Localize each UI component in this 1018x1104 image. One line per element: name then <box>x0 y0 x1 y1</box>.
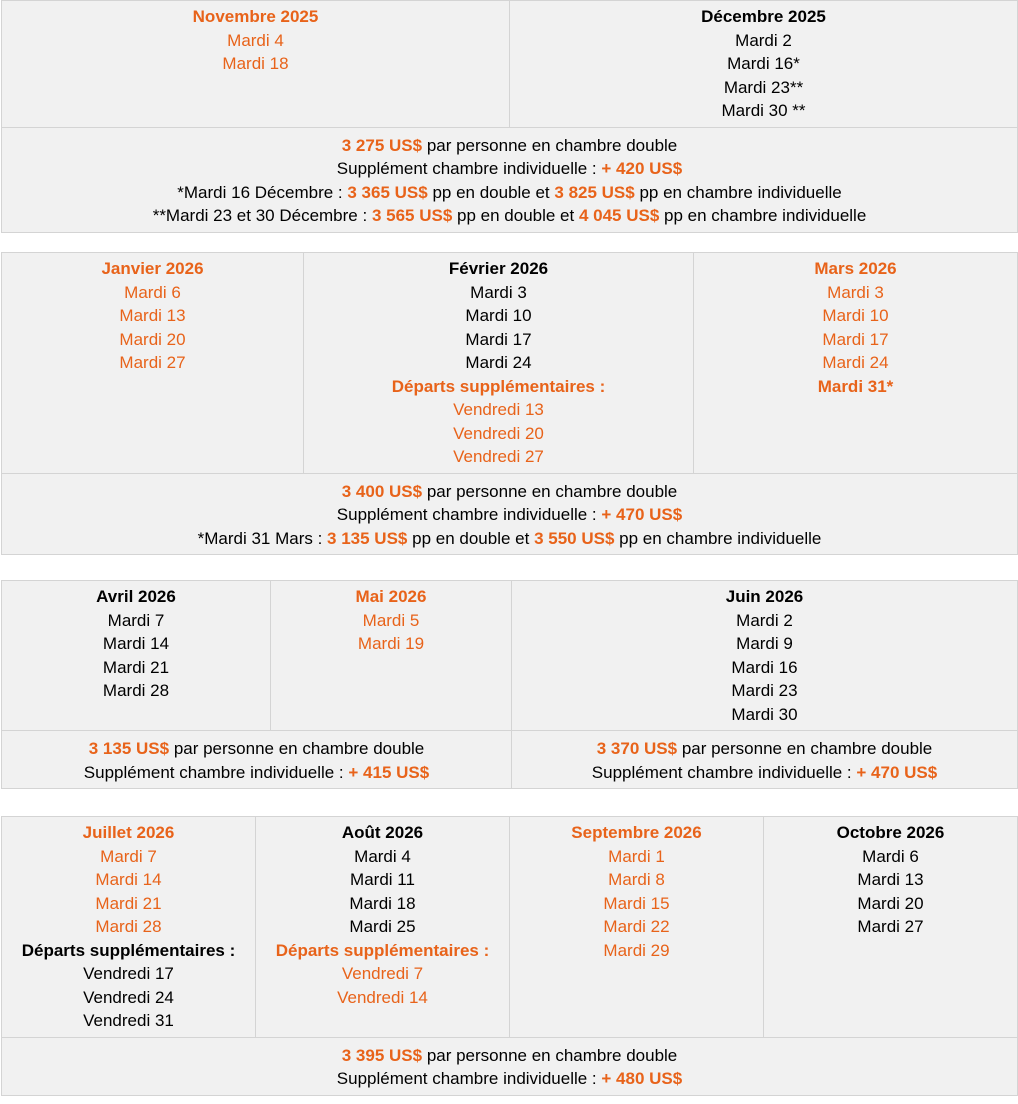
price-cell-avril-mai-2026 <box>2 731 512 789</box>
date-item: Mardi 16* <box>727 54 800 73</box>
supplement-label: Supplément chambre individuelle : <box>83 762 344 782</box>
date-item: Mardi 4 <box>227 30 284 50</box>
price-cell-q1-2026 <box>2 473 1018 555</box>
date-item: Mardi 30 ** <box>721 101 806 120</box>
date-item: Mardi 7 <box>100 846 157 866</box>
date-item: Mardi 11 <box>350 870 415 889</box>
month-title: Février 2026 <box>448 259 549 278</box>
date-item: Mardi 13 <box>119 306 186 325</box>
date-item: Mardi 3 <box>827 282 884 302</box>
month-title: Octobre 2026 <box>836 823 945 842</box>
supplement-value: + 420 US$ <box>601 159 683 178</box>
month-title: Janvier 2026 <box>101 259 204 278</box>
supplement-label: Supplément chambre individuelle : <box>591 762 852 782</box>
note-prefix: *Mardi 16 Décembre : <box>177 182 343 202</box>
month-title: Novembre 2025 <box>192 7 319 26</box>
month-cell-janvier-2026 <box>2 253 304 474</box>
date-item: Mardi 2 <box>736 610 793 630</box>
note-double-price: 3 365 US$ <box>347 182 428 202</box>
note-suffix: pp en chambre individuelle <box>639 182 842 202</box>
month-cell-avril-2026 <box>2 581 271 731</box>
month-cell-novembre-2025 <box>2 1 510 128</box>
price-amount: 3 400 US$ <box>341 481 423 501</box>
month-title: Juillet 2026 <box>82 823 175 842</box>
supplement-label: Supplément chambre individuelle : <box>336 505 597 524</box>
schedule-table-q2-2026 <box>1 580 1018 789</box>
extra-date-item: Vendredi 20 <box>453 423 544 443</box>
date-item: Mardi 17 <box>465 329 532 349</box>
date-item: Mardi 13 <box>857 870 924 889</box>
date-item: Mardi 19 <box>357 634 425 653</box>
date-item: Mardi 6 <box>862 846 919 866</box>
note-mid: pp en double et <box>432 182 550 202</box>
date-item: Mardi 23** <box>723 77 804 97</box>
single-supplement-line <box>6 157 1013 181</box>
extra-departures-label: Départs supplémentaires : <box>275 940 490 960</box>
extra-departures-label: Départs supplémentaires : <box>21 940 236 960</box>
month-title: Mai 2026 <box>355 587 427 606</box>
note-single-price: 3 825 US$ <box>554 182 635 202</box>
single-supplement-line <box>6 503 1013 527</box>
date-item: Mardi 20 <box>119 329 186 349</box>
price-amount: 3 275 US$ <box>341 135 423 155</box>
month-title: Décembre 2025 <box>701 7 826 26</box>
date-item: Mardi 15 <box>603 893 670 913</box>
single-supplement-line <box>516 761 1013 785</box>
date-item: Mardi 1 <box>608 846 665 866</box>
price-text: par personne en chambre double <box>681 739 933 758</box>
single-supplement-line <box>6 1067 1013 1091</box>
price-text: par personne en chambre double <box>426 481 678 501</box>
date-item: Mardi 27 <box>857 917 924 936</box>
month-cell-decembre-2025 <box>510 1 1018 128</box>
price-cell-juin-2026 <box>512 731 1018 789</box>
price-amount: 3 135 US$ <box>88 739 170 758</box>
supplement-value: + 470 US$ <box>601 505 683 524</box>
month-title: Septembre 2026 <box>571 823 702 842</box>
date-item: Mardi 28 <box>102 681 170 700</box>
date-item: Mardi 24 <box>465 353 532 372</box>
date-item: Mardi 2 <box>735 30 792 50</box>
date-item: Mardi 22 <box>603 917 670 936</box>
price-line <box>6 1044 1013 1068</box>
note-double-price: 3 135 US$ <box>327 528 408 548</box>
date-item: Mardi 10 <box>822 306 889 325</box>
price-amount: 3 395 US$ <box>341 1045 423 1065</box>
date-item: Mardi 30 <box>731 704 798 724</box>
extra-date-item: Vendredi 13 <box>453 400 544 419</box>
price-cell-q3-2026 <box>2 1037 1018 1095</box>
date-item: Mardi 21 <box>95 893 162 913</box>
date-item: Mardi 14 <box>95 870 162 889</box>
supplement-value: + 480 US$ <box>601 1069 683 1088</box>
price-line <box>6 480 1013 504</box>
price-text: par personne en chambre double <box>426 135 678 155</box>
note-prefix: **Mardi 23 et 30 Décembre : <box>152 206 368 225</box>
month-cell-mai-2026 <box>271 581 512 731</box>
price-text: par personne en chambre double <box>426 1045 678 1065</box>
date-item: Mardi 10 <box>465 306 532 325</box>
extra-date-item: Vendredi 14 <box>337 987 428 1007</box>
extra-departures-label: Départs supplémentaires : <box>391 376 606 396</box>
date-item: Mardi 17 <box>822 329 889 349</box>
month-cell-octobre-2026 <box>764 817 1018 1038</box>
month-cell-juin-2026 <box>512 581 1018 731</box>
month-cell-mars-2026 <box>694 253 1018 474</box>
date-item: Mardi 28 <box>95 917 162 936</box>
extra-date-item: Vendredi 31 <box>83 1011 174 1030</box>
extra-date-item: Vendredi 24 <box>83 987 174 1007</box>
month-cell-aout-2026 <box>256 817 510 1038</box>
month-cell-fevrier-2026 <box>304 253 694 474</box>
month-title: Avril 2026 <box>96 587 176 606</box>
date-item: Mardi 6 <box>124 282 181 302</box>
supplement-label: Supplément chambre individuelle : <box>336 159 597 178</box>
note-line <box>6 527 1013 551</box>
supplement-label: Supplément chambre individuelle : <box>336 1069 597 1088</box>
date-item: Mardi 16 <box>731 657 798 677</box>
note-mid: pp en double et <box>412 528 530 548</box>
schedule-table-q1-2026 <box>1 252 1018 555</box>
date-item: Mardi 5 <box>362 610 420 630</box>
schedule-table-q3-2026 <box>1 816 1018 1096</box>
note-double-price: 3 565 US$ <box>371 206 453 225</box>
date-item: Mardi 18 <box>222 54 289 73</box>
note-suffix: pp en chambre individuelle <box>619 528 822 548</box>
note-single-price: 4 045 US$ <box>578 206 660 225</box>
note-line <box>6 204 1013 228</box>
schedule-table-2025 <box>1 0 1018 233</box>
extra-date-item: Vendredi 7 <box>341 964 424 983</box>
date-item: Mardi 21 <box>102 657 170 677</box>
price-cell-2025 <box>2 127 1018 232</box>
date-item: Mardi 29 <box>603 940 670 960</box>
month-title: Mars 2026 <box>814 259 897 278</box>
supplement-value: + 470 US$ <box>856 762 938 782</box>
note-prefix: *Mardi 31 Mars : <box>197 528 323 548</box>
month-title: Août 2026 <box>341 823 424 842</box>
date-item: Mardi 20 <box>857 893 924 913</box>
month-cell-septembre-2026 <box>510 817 764 1038</box>
date-item: Mardi 25 <box>349 917 416 936</box>
date-item: Mardi 3 <box>470 282 527 302</box>
extra-date-item: Vendredi 17 <box>83 964 174 983</box>
price-line <box>6 134 1013 158</box>
single-supplement-line <box>6 761 507 785</box>
note-suffix: pp en chambre individuelle <box>664 206 867 225</box>
special-date-item: Mardi 31* <box>817 376 894 396</box>
month-title: Juin 2026 <box>725 587 804 606</box>
date-item: Mardi 18 <box>349 893 416 913</box>
price-amount: 3 370 US$ <box>596 739 678 758</box>
date-item: Mardi 27 <box>119 353 186 372</box>
note-mid: pp en double et <box>457 206 575 225</box>
note-line <box>6 181 1013 205</box>
date-item: Mardi 7 <box>107 610 165 630</box>
date-item: Mardi 9 <box>736 634 793 653</box>
date-item: Mardi 24 <box>822 353 889 372</box>
extra-date-item: Vendredi 27 <box>453 447 544 466</box>
price-line <box>516 737 1013 761</box>
date-item: Mardi 14 <box>102 634 170 653</box>
price-line <box>6 737 507 761</box>
date-item: Mardi 4 <box>354 846 411 866</box>
note-single-price: 3 550 US$ <box>534 528 615 548</box>
date-item: Mardi 8 <box>608 870 665 889</box>
date-item: Mardi 23 <box>731 681 798 700</box>
price-text: par personne en chambre double <box>173 739 425 758</box>
supplement-value: + 415 US$ <box>348 762 430 782</box>
month-cell-juillet-2026 <box>2 817 256 1038</box>
